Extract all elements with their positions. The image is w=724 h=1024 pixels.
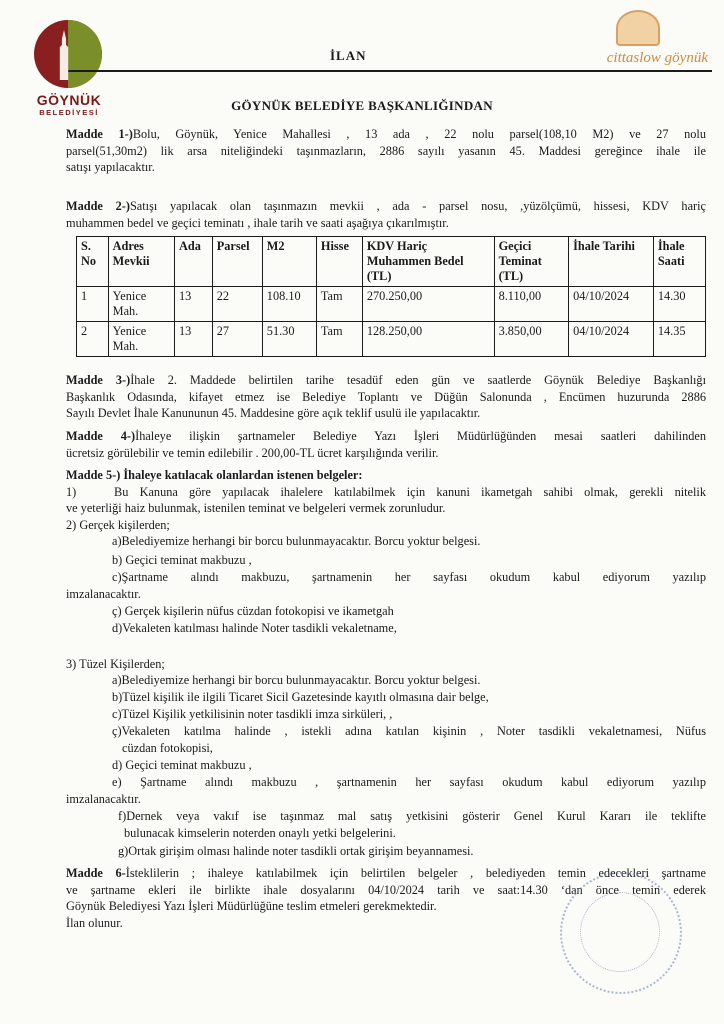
col-header-hisse: Hisse — [316, 237, 362, 287]
madde-6-label: Madde 6- — [66, 866, 126, 880]
col-header-s-no: S. No — [77, 237, 109, 287]
col-header-m2: M2 — [262, 237, 316, 287]
cell-s-no: 2 — [77, 322, 109, 357]
logo-subtitle: BELEDİYESİ — [39, 108, 99, 117]
madde-5-item-1-number: 1) — [66, 485, 77, 499]
cell-bedel: 270.250,00 — [362, 287, 494, 322]
madde-4-line-1: Madde 4-)İhaleye ilişkin şartnameler Belediye Yazı İşleri Müdürlüğünden mesai saatleri dahilinden — [66, 429, 706, 443]
madde-1-line-1: Madde 1-)Bolu, Göynük, Yenice Mahallesi , 13 ada , 22 nolu parsel(108,10 M2) ve 27 nolu — [66, 127, 706, 141]
tuzel-item-cc-line-1: ç)Vekaleten katılma halinde , istekli adına katılan kişinin , Noter tasdikli vekaletnamesi, Nüfus — [112, 724, 706, 738]
madde-3-line-3: Sayılı Devlet İhale Kanununun 45. Maddesine göre açık teklif usulü ile yapılacaktır. — [66, 406, 481, 420]
tuzel-item-g: g)Ortak girişim olması halinde noter tasdikli ortak girişim beyannamesi. — [118, 844, 474, 858]
gercek-item-b: b) Geçici teminat makbuzu , — [112, 553, 252, 567]
madde-1-label: Madde 1-) — [66, 127, 133, 141]
cell-saat: 14.35 — [653, 322, 705, 357]
col-header-teminat: Geçici Teminat (TL) — [494, 237, 569, 287]
cell-tarih: 04/10/2024 — [569, 287, 654, 322]
header-divider — [62, 70, 712, 72]
cell-m2: 51.30 — [262, 322, 316, 357]
tuzel-item-b: b)Tüzel kişilik ile ilgili Ticaret Sicil Gazetesinde kayıtlı olmasına dair belge, — [112, 690, 489, 704]
gercek-item-d: d)Vekaleten katılması halinde Noter tasdikli vekaletname, — [112, 621, 397, 635]
official-stamp — [560, 872, 682, 994]
tuzel-item-f-line-2: bulunacak kimselerin noterden onaylı yetki belgelerini. — [124, 826, 396, 840]
madde-3-line-2: Başkanlık Odasında, kifayet etmez ise Belediye Toplantı ve Düğün Salonunda , Encümen huzurunda 2886 — [66, 389, 706, 404]
logo-name: GÖYNÜK — [36, 92, 102, 108]
madde-5-label: Madde 5-) İhaleye katılacak olanlardan istenen belgeler: — [66, 468, 363, 482]
cell-adres: Yenice Mah. — [108, 287, 174, 322]
table-row — [77, 322, 706, 357]
tuzel-item-cc-line-2: cüzdan fotokopisi, — [122, 741, 213, 755]
document-title: GÖYNÜK BELEDİYE BAŞKANLIĞINDAN — [231, 98, 493, 113]
property-table — [76, 236, 706, 357]
ilan-heading: İLAN — [330, 48, 367, 63]
madde-2-line-1: Madde 2-)Satışı yapılacak olan taşınmazın mevkii , ada - parsel nosu, ,yüzölçümü, hissesi, KDV hariç — [66, 199, 706, 213]
madde-1-line-3: satışı yapılacaktır. — [66, 160, 155, 174]
madde-6-line-3: Göynük Belediyesi Yazı İşleri Müdürlüğüne teslim etmeleri gerekmektedir. — [66, 899, 437, 913]
madde-2-line-2: muhammen bedel ve geçici teminatı , ihale tarih ve saati aşağıya çıkarılmıştır. — [66, 215, 449, 230]
madde-2 — [66, 198, 706, 231]
cell-tarih: 04/10/2024 — [569, 322, 654, 357]
table-header-row — [77, 237, 706, 287]
madde-5-heading — [66, 467, 706, 484]
madde-6-line-1: Madde 6-İsteklilerin ; ihaleye katılabilmek için belirtilen belgeler , belediyeden temin edecekleri şartname — [66, 866, 706, 880]
stamp-inner-ring — [580, 892, 660, 972]
gercek-item-c-line-1: c)Şartname alındı makbuzu, şartnamenin her sayfası okudum kabul ediyorum yazılıp — [112, 570, 706, 584]
cell-s-no: 1 — [77, 287, 109, 322]
col-header-parsel: Parsel — [212, 237, 262, 287]
madde-3 — [66, 372, 706, 422]
madde-3-line-1: Madde 3-)İhale 2. Maddede belirtilen tarihe tesadüf eden gün ve saatlerde Göynük Belediye Başkanlığı — [66, 373, 706, 387]
cell-teminat: 8.110,00 — [494, 287, 569, 322]
tuzel-item-f-line-1: f)Dernek veya vakıf ise taşınmaz mal satış yetkisini gösterir Genel Kurul Kararı ile teklifte — [118, 809, 706, 823]
madde-2-label: Madde 2-) — [66, 199, 130, 213]
cell-hisse: Tam — [316, 322, 362, 357]
cell-bedel: 128.250,00 — [362, 322, 494, 357]
madde-6-line-2: ve şartname ekleri ile birlikte ihale dosyalarını 04/10/2024 tarih ve saat:14.30 ‘dan önce temin ederek — [66, 882, 706, 897]
cittaslow-logo — [578, 8, 708, 74]
col-header-ada: Ada — [175, 237, 213, 287]
madde-1 — [66, 126, 706, 176]
madde-4 — [66, 428, 706, 461]
cittaslow-text: cittaslow göynük — [606, 50, 708, 66]
tuzel-item-e-line-1: e) Şartname alındı makbuzu , şartnamenin her sayfası okudum kabul ediyorum yazılıp — [112, 775, 706, 789]
cell-ada: 13 — [175, 287, 213, 322]
tuzel-item-c: c)Tüzel Kişilik yetkilisinin noter tasdikli imza sirküleri, , — [112, 707, 393, 721]
madde-1-line-2: parsel(51,30m2) lik arsa niteliğindeki taşınmazların, 2886 sayılı yasanın 45. Maddesi gereğince ihale ile — [66, 143, 706, 158]
madde-6-line-4: İlan olunur. — [66, 915, 123, 930]
cell-hisse: Tam — [316, 287, 362, 322]
col-header-bedel: KDV Hariç Muhammen Bedel (TL) — [362, 237, 494, 287]
tuzel-item-e-line-2: imzalanacaktır. — [66, 792, 141, 806]
gercek-kisiler-title: 2) Gerçek kişilerden; — [66, 518, 170, 532]
cell-parsel: 22 — [212, 287, 262, 322]
col-header-saat: İhale Saati — [653, 237, 705, 287]
cell-m2: 108.10 — [262, 287, 316, 322]
col-header-adres: Adres Mevkii — [108, 237, 174, 287]
gercek-item-cc: ç) Gerçek kişilerin nüfus cüzdan fotokopisi ve ikametgah — [112, 604, 394, 618]
tuzel-item-d: d) Geçici teminat makbuzu , — [112, 758, 252, 772]
madde-3-label: Madde 3-) — [66, 373, 131, 387]
madde-4-line-2: ücretsiz görülebilir ve temin edilebilir . 200,00-TL ücret karşılığında verilir. — [66, 445, 439, 460]
gercek-item-c-line-2: imzalanacaktır. — [66, 587, 141, 601]
madde-5-item-1-line-1: Bu Kanuna göre yapılacak ihalelere katılabilmek için kanuni ikametgah sahibi olmak, gerekli nitelik — [114, 485, 706, 499]
tuzel-item-a: a)Belediyemize herhangi bir borcu bulunmayacaktır. Borcu yoktur belgesi. — [112, 673, 481, 687]
gercek-item-a: a)Belediyemize herhangi bir borcu bulunmayacaktır. Borcu yoktur belgesi. — [112, 534, 481, 548]
madde-5-item-1-line-2: ve yeterliği haiz bulunmak, istenilen teminat ve belgeleri vermek zorunludur. — [66, 501, 446, 515]
cell-ada: 13 — [175, 322, 213, 357]
table-row — [77, 287, 706, 322]
cell-parsel: 27 — [212, 322, 262, 357]
cell-adres: Yenice Mah. — [108, 322, 174, 357]
tuzel-kisiler-title: 3) Tüzel Kişilerden; — [66, 657, 165, 671]
snail-icon — [616, 10, 660, 46]
cell-teminat: 3.850,00 — [494, 322, 569, 357]
madde-4-label: Madde 4-) — [66, 429, 136, 443]
cell-saat: 14.30 — [653, 287, 705, 322]
col-header-tarih: İhale Tarihi — [569, 237, 654, 287]
